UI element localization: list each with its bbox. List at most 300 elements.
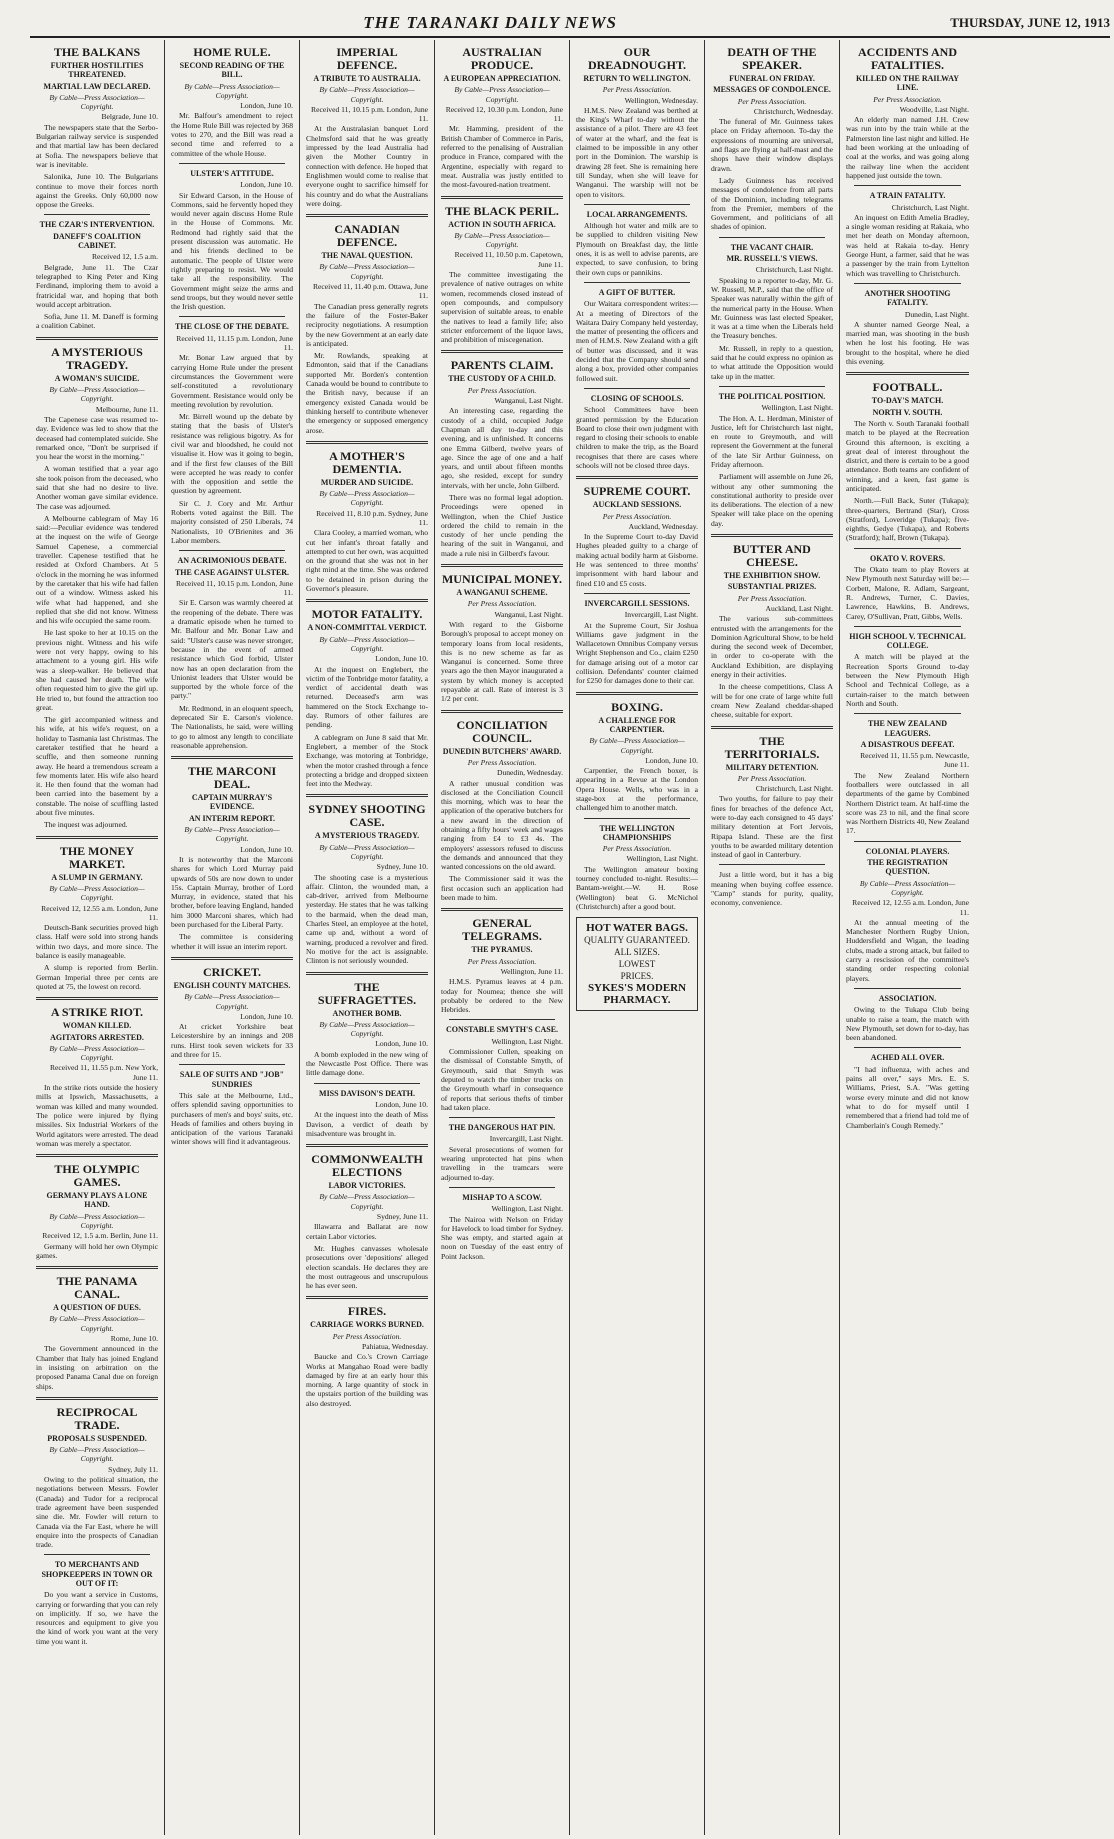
article	[846, 626, 969, 708]
article-paragraph: Our Waitara correspondent writes:—At a meeting of Directors of the Waitara Dairy Company held yesterday, the matter of presenting the officers and men of H.M.S. New Zealand with a gift of butter was discussed, and it was decided that the Company should send along a box, provided other companies followed suit.	[576, 299, 698, 383]
article-headline: A STRIKE RIOT.	[50, 1005, 144, 1020]
article-dateline: Auckland, Last Night.	[765, 603, 833, 613]
article	[36, 1154, 158, 1260]
rule-divider	[854, 283, 961, 284]
article	[36, 1397, 158, 1550]
article-dateline: Wanganui, Last Night.	[494, 396, 563, 406]
article-paragraph: A match will be played at the Recreation Sports Ground to-day between the New Plymouth High School and Technical College, as a curtain-raiser to the match between North and South.	[846, 652, 969, 708]
article-paragraph: The funeral of Mr. Guinness takes place on Friday afternoon. To-day the expressions of mourning are universal, and flags are flying at half-mast and the shops have their window displays drawn.	[711, 117, 833, 173]
article	[846, 283, 969, 366]
article-headline: SUPREME COURT.	[583, 484, 691, 499]
article-subhead: CLOSING OF SCHOOLS.	[590, 393, 684, 403]
article-credit: By Cable—Press Association—Copyright.	[319, 489, 415, 508]
article-paragraph: This sale at the Melbourne, Ltd., offers splendid saving opportunities to purchasers of men's and boys' suits, etc. Heads of families and others buying in anticipation of the various Taranaki winter shows will find it advantageous.	[171, 1090, 293, 1147]
article-paragraph: Just a little word, but it has a big meaning when buying coffee essence. "Camp" stands for purity, quality, economy, convenience.	[711, 870, 833, 908]
article-headline: HOME RULE.	[193, 45, 271, 59]
article-paragraph: The various sub-committees entrusted with the arrangements for the Dominion Agricultural Show, to be held during the second week of December, in order to co-operate with the Auckland Exhibition, are displaying energy in their activities.	[711, 614, 833, 680]
article-paragraph: Mr. Hamming, president of the British Chamber of Commerce in Paris, referred to the penalising of Australian produce in France, compared with the Argentine, especially with regard to meat. Australia was justly entitled to the most-favoured-nation treatment.	[441, 124, 563, 190]
article	[36, 1554, 158, 1646]
article-headline: MUNICIPAL MONEY.	[441, 572, 562, 587]
masthead-date: THURSDAY, JUNE 12, 1913	[950, 15, 1110, 30]
rule-divider	[449, 1187, 555, 1188]
article-dateline: Christchurch, Wednesday.	[753, 106, 833, 116]
article-credit: Per Press Association.	[467, 385, 537, 395]
article-paragraph: School Committees have been granted permission by the Education Board to close their own judgment with regard to closing their schools to enable children to make the trip, as the Board recognises that there are cases where schools will not be closed three days.	[576, 405, 698, 470]
article-dateline: Melbourne, June 11.	[95, 404, 158, 414]
article-credit: By Cable—Press Association—Copyright.	[184, 81, 280, 100]
article-headline: RECIPROCAL TRADE.	[56, 1404, 138, 1432]
masthead	[30, 10, 1110, 38]
article-credit: By Cable—Press Association—Copyright.	[319, 262, 415, 281]
article-subhead: A MYSTERIOUS TRAGEDY.	[314, 831, 420, 841]
rule-divider	[854, 1047, 961, 1048]
article-credit: Per Press Association.	[467, 956, 537, 966]
article-paragraph: At the inquest into the death of Miss Davison, a verdict of death by misadventure was brought in.	[306, 1110, 428, 1138]
article-paragraph: In the strike riots outside the hosiery mills at Ipswich, Massachusetts, a woman was killed and many wounded. The police were injured by flying missiles. Six Industrial Workers of the World agitators were arrested. The dead woman was merely a spectator.	[36, 1083, 158, 1148]
article-subhead: A EUROPEAN APPRECIATION.	[443, 74, 561, 83]
article-paragraph: A woman testified that a year ago she took poison from the deceased, who said that she had no desire to live. Another woman gave similar evidence. The case was adjourned.	[36, 464, 158, 511]
article	[846, 46, 969, 180]
rule-divider	[179, 1064, 285, 1065]
article-credit: By Cable—Press Association—Copyright.	[49, 385, 145, 404]
article	[441, 1187, 563, 1261]
article-paragraph: The North v. South Taranaki football match to be played at the Recreation Ground this afternoon, is exciting a great deal of interest throughout the district, and there is certain to be a good attendance. Both teams are confident of winning, and a keen, fast game is anticipated.	[846, 418, 969, 493]
section-divider	[171, 957, 293, 960]
article-paragraph: Speaking to a reporter to-day, Mr. G. W. Russell, M.P., said that the office of Speaker was naturally within the gift of the numerical party in the House. When Mr. Guinness was last elected Speaker, it was at a time when the Liberals held the Treasury benches.	[711, 275, 833, 341]
article-paragraph: Deutsch-Bank securities proved high class. Half were sold into strong hands within two days, and more since. The balance is easily manageable.	[36, 923, 158, 961]
article-subhead: ENGLISH COUNTY MATCHES.	[173, 980, 291, 990]
article-headline: IMPERIAL DEFENCE.	[336, 45, 398, 72]
article-dateline: Woodville, Last Night.	[899, 104, 969, 114]
article-headline: THE OLYMPIC GAMES.	[54, 1162, 140, 1190]
article-subhead: A TRAIN FATALITY.	[869, 191, 946, 201]
article-paragraph: A bomb exploded in the new wing of the Newcastle Post Office. There was little damage done.	[306, 1049, 428, 1078]
article-credit: By Cable—Press Association—Copyright.	[49, 92, 145, 112]
article-headline: CRICKET.	[202, 964, 262, 979]
article-subhead: GERMANY PLAYS A LONE HAND.	[46, 1191, 148, 1210]
article-paragraph: Mr. Russell, in reply to a question, said that he could express no opinion as to what attitude the Opposition would take up in the matter.	[711, 343, 833, 381]
article-paragraph: Baucke and Co.'s Crown Carriage Works at Mangahao Road were badly damaged by fire at an early hour this morning. A large quantity of stock in the upstairs portion of the building was also destroyed.	[306, 1352, 428, 1408]
ad-line: PRICES.	[620, 971, 654, 982]
section-divider	[36, 337, 158, 340]
article-credit: By Cable—Press Association—Copyright.	[319, 634, 415, 653]
article-subhead: THE WELLINGTON CHAMPIONSHIPS	[599, 823, 675, 842]
article-subhead: FUNERAL ON FRIDAY.	[729, 74, 815, 83]
rule-divider	[854, 185, 961, 186]
article-paragraph: An inquest on Edith Amelia Bradley, a single woman residing at Rakaia, who met her death on Monday afternoon, was held at Rakaia to-day. Henry George Hunt, a farmer, said that he was a passenger by the train from Lyttelton which was travelling to Christchurch.	[846, 212, 969, 278]
article-paragraph: The Hon. A. L. Herdman, Minister of Justice, left for Christchurch last night, en route to Greymouth, and will represent the Government at the funeral of the late Sir Arthur Guinness, on Friday afternoon.	[711, 413, 833, 469]
article-subhead: A SLUMP IN GERMANY.	[51, 872, 143, 882]
rule-divider	[854, 841, 961, 842]
article-paragraph: Salonika, June 10. The Bulgarians continue to move their forces north against the Greeks. Only 60,000 now oppose the Greeks.	[36, 172, 158, 210]
section-divider	[441, 908, 563, 911]
article	[846, 713, 969, 836]
article-paragraph: A Melbourne cablegram of May 16 said:—Peculiar evidence was tendered at the inquest on the wife of George Samuel Capenese, a commercial traveller. Capenese testified that he resided at Oxford Chambers. At 5 o'clock in the morning he was informed by the caretaker that his wife had fallen out of a window. Witness asked his wife what had happened, and she replied that she did not know. Witness and his wife occupied the same room.	[36, 513, 158, 626]
article-subhead: THE CASE AGAINST ULSTER.	[174, 567, 290, 577]
article-paragraph: The girl accompanied witness and his wife, at his wife's request, on a holiday to Tasmania last Christmas. The caretaker testified that he heard a scuffle, and then someone running away. He heard a tremendous scream a few moments later. His wife also heard it. He then found that the woman had been carried into the basement by a constable. The noise of scuffling lasted about five minutes.	[36, 715, 158, 818]
article-credit: By Cable—Press Association—Copyright.	[184, 825, 280, 844]
article	[171, 1064, 293, 1146]
rule-divider	[179, 316, 285, 317]
article	[306, 1083, 428, 1138]
article-paragraph: An elderly man named J.H. Crew was run into by the train while at the Palmerston line last night and killed. He had been working at the unloading of coal at the works, and was going along the railway line when the accident happened just outside the town.	[846, 115, 969, 180]
article-subhead: SECOND READING OF THE BILL.	[179, 61, 285, 80]
article-dateline: Pahiatua, Wednesday.	[361, 1341, 428, 1351]
rule-divider	[584, 282, 690, 283]
article-subhead: COLONIAL PLAYERS.	[865, 846, 950, 856]
article	[846, 1047, 969, 1129]
article-subhead: THE CUSTODY OF A CHILD.	[448, 374, 556, 384]
article-paragraph: "I had influenza, with aches and pains all over," says Mrs. E. S. Williams, Priest, S.A. "Was getting worse every minute and did not know what to do for myself until I remembered that a friend had told me of Chamberlain's Cough Remedy."	[846, 1064, 969, 1130]
article-dateline: Received 11, 11.40 p.m. Ottawa, June 11.	[312, 282, 428, 301]
article-credit: Per Press Association.	[332, 1331, 402, 1341]
article-subhead: HIGH SCHOOL V. TECHNICAL COLLEGE.	[849, 631, 966, 651]
article-credit: Per Press Association.	[467, 599, 537, 609]
article-subhead: A WOMAN'S SUICIDE.	[54, 373, 140, 383]
article-paragraph: The inquest was adjourned.	[44, 820, 128, 830]
article-dateline: Received 12, 10.30 p.m. London, June 11.	[445, 104, 563, 124]
article-subhead: ANOTHER SHOOTING FATALITY.	[864, 288, 951, 308]
article-subhead: NORTH V. SOUTH.	[872, 407, 943, 417]
article-paragraph: Sir E. Carson was warmly cheered at the reopening of the debate. There was a dramatic episode when he turned to Mr. Balfour and Mr. Bonar Law and said: "Ulster's cause was never stronger, because in the event of armed resistance which God forbid, Ulster now has an open declaration from the Unionist leaders that Ulster would be supported by the whole force of the party."	[171, 598, 293, 701]
article-paragraph: The committee is considering whether it will issue an interim report.	[171, 932, 293, 951]
article	[576, 282, 698, 383]
article-dateline: Rome, June 10.	[110, 1334, 158, 1344]
article	[576, 593, 698, 686]
article-paragraph: Although hot water and milk are to be supplied to children visiting New Plymouth on Breakfast day, the little ones, it is as well to advise parents, are expected, to save confusion, to bring their own cups or pannikins.	[576, 221, 698, 277]
rule-divider	[584, 593, 690, 594]
article-dateline: Belgrade, June 10.	[101, 112, 158, 122]
article-paragraph: The Nairoa with Nelson on Friday for Havelock to load timber for Sydney. She was empty, and started again at noon on Tuesday of the east entry of Point Jackson.	[441, 1214, 563, 1261]
article-dateline: Received 11, 11.15 p.m. London, June 11.	[176, 333, 293, 353]
article-subhead: OKATO V. ROVERS.	[870, 553, 945, 563]
article	[36, 337, 158, 830]
article-paragraph: Several prosecutions of women for wearing unprotected hat pins when travelling in the tramcars were adjourned to-day.	[441, 1144, 563, 1182]
article-headline: A MYSTERIOUS TRAGEDY.	[51, 344, 143, 372]
article-paragraph: A rather unusual condition was disclosed at the Conciliation Council this morning, which was to hear the application of the operative butchers for a new award in the direction of obtaining a fifty hours' week and wages ranging from £4 to £3 4s. The employers' assessors refused to discuss the demands and announced that they wanted concessions on the old award.	[441, 778, 563, 872]
article-credit: Per Press Association.	[602, 85, 672, 95]
article	[711, 237, 833, 381]
article-paragraph: North.—Full Back, Suter (Tukapa); three-quarters, Bertrand (Star), Cross (Stratford), Loveridge (Tukapa); five-eighths, Gedye (Tukapa), and Roberts (Stratford); half, Brown (Tukapa).	[846, 496, 969, 543]
article-paragraph: Carpentier, the French boxer, is appearing in a Revue at the London Opera House. Wells, who was in a stage-box at the performance, challenged him to another match.	[576, 766, 698, 813]
article-paragraph: Owing to the Tukapa Club being unable to raise a team, the match with New Plymouth, set down for to-day, has been abandoned.	[846, 1005, 969, 1043]
section-divider	[36, 997, 158, 1000]
article-dateline: Christchurch, Last Night.	[755, 265, 833, 275]
article-subhead: WOMAN KILLED.	[62, 1021, 132, 1031]
rule-divider	[179, 163, 285, 164]
article	[36, 46, 158, 209]
rule-divider	[314, 1083, 420, 1084]
article-subhead: THE PYRAMUS.	[471, 945, 533, 955]
article-paragraph: A shunter named George Neal, a married man, was shooting in the bush when he lost his footing. He was brought to the hospital, where he died this evening.	[846, 319, 969, 367]
article-subhead: CONSTABLE SMYTH'S CASE.	[445, 1025, 559, 1035]
column-2	[165, 40, 300, 1835]
article-subhead: THE DANGEROUS HAT PIN.	[448, 1123, 556, 1133]
article	[171, 550, 293, 750]
article	[306, 1144, 428, 1290]
article-paragraph: Do you want a service in Customs, carrying or forwarding that you can rely on implicitly. If so, we have the resources and equipment to give you the kind of work you want at the very time you want it.	[36, 1590, 158, 1646]
article-dateline: Auckland, Wednesday.	[628, 521, 698, 531]
article-paragraph: Parliament will assemble on June 26, without any other summoning the constitutional authority to preside over its deliberations. The election of a new Speaker will take place on the opening day.	[711, 472, 833, 528]
article-paragraph: The Government announced in the Chamber that Italy has joined England in insisting on arbitration on the proposed Panama Canal due on foreign ships.	[36, 1344, 158, 1391]
article-credit: By Cable—Press Association—Copyright.	[49, 883, 145, 903]
rule-divider	[44, 1554, 150, 1555]
article-credit: Per Press Association.	[602, 844, 672, 854]
article-headline: SYDNEY SHOOTING CASE.	[308, 802, 426, 830]
column-7	[840, 40, 975, 1835]
article-paragraph: Two youths, for failure to pay their fines for breaches of the defence Act, were to-day each consigned to 45 days' military detention at Fort Jervois, Ripapa Island. These are the first youths to be awarded military detention instead of gaol in Canterbury.	[711, 794, 833, 860]
article-subhead: SUBSTANTIAL PRIZES.	[727, 582, 817, 592]
article-dateline: Dunedin, Wednesday.	[496, 768, 563, 778]
article-headline: ACCIDENTS AND FATALITIES.	[857, 45, 958, 72]
article-subhead: THE POLITICAL POSITION.	[718, 391, 826, 401]
article-paragraph: At cricket Yorkshire beat Leicestershire by an innings and 208 runs. Hirst took seven wickets for 33 and three for 15.	[171, 1022, 293, 1060]
article	[441, 1019, 563, 1112]
article-credit: Per Press Association.	[602, 511, 672, 521]
rule-divider	[179, 550, 285, 551]
article-credit: By Cable—Press Association—Copyright.	[49, 1211, 145, 1230]
article-paragraph: An interesting case, regarding the custody of a child, occupied Judge Chapman all day to-day and this evening, and is unfinished. It concerns one Emma Gilberd, twelve years of age. Since the age of one and a half years, and until about fifteen months ago, she resided, except for sundry intervals, with her uncle, John Gilberd.	[441, 406, 563, 490]
article-headline: BUTTER AND CHEESE.	[733, 542, 811, 570]
article-paragraph: A cablegram on June 8 said that Mr. Englebert, a member of the Stock Exchange, was motoring at Tonbridge, when the motor crashed through a fence protecting a bridge and dropped sixteen feet into the Medway.	[306, 732, 428, 789]
article-subhead: MARTIAL LAW DECLARED.	[43, 81, 151, 91]
article-subhead: ULSTER'S ATTITUDE.	[190, 168, 274, 178]
article-dateline: Received 11, 11.55 p.m. New York, June 11.	[49, 1063, 158, 1082]
article-credit: By Cable—Press Association—Copyright.	[454, 230, 550, 250]
article-paragraph: Illawarra and Ballarat are now certain Labor victories.	[306, 1222, 428, 1241]
article-paragraph: Clara Cooley, a married woman, who cut her infant's throat fatally and attempted to cut her own, was acquitted on the ground that she was not in her right mind at the time. She was ordered to be detained in prison during the Governor's pleasure.	[306, 528, 428, 594]
article-subhead: A CHALLENGE FOR CARPENTIER.	[598, 715, 676, 734]
article	[306, 441, 428, 594]
section-divider	[36, 1397, 158, 1400]
article-dateline: London, June 10.	[240, 844, 293, 854]
article-paragraph: Germany will hold her own Olympic games.	[36, 1241, 158, 1260]
rule-divider	[449, 1019, 555, 1020]
article-subhead: THE EXHIBITION SHOW.	[723, 571, 821, 581]
article-dateline: Wanganui, Last Night.	[494, 609, 563, 619]
article-dateline: Received 12, 12.55 a.m. London, June 11.	[852, 898, 969, 917]
article-dateline: London, June 10.	[240, 180, 293, 190]
article-headline: DEATH OF THE SPEAKER.	[727, 45, 817, 72]
ad-line: HOT WATER BAGS.	[586, 922, 688, 935]
article-headline: BOXING.	[611, 699, 663, 714]
section-divider	[306, 441, 428, 444]
article-subhead: A TRIBUTE TO AUSTRALIA.	[313, 74, 421, 83]
article-paragraph: He last spoke to her at 10.15 on the previous night. Witness and his wife were not very happy, owing to his attachment to a young girl. His wife was a sleep-walker. He believed that she had caused her death. The wife often requested him to give the girl up. He tried to, but found the attraction too great.	[36, 628, 158, 712]
article-credit: By Cable—Press Association—Copyright.	[49, 1445, 145, 1464]
article-subhead: A NON-COMMITTAL VERDICT.	[307, 623, 427, 633]
ad-line: SYKES'S MODERN PHARMACY.	[587, 982, 687, 1007]
article-headline: THE SUFFRAGETTES.	[317, 979, 417, 1007]
article-subhead: INVERCARGILL SESSIONS.	[584, 598, 690, 608]
article-credit: By Cable—Press Association—Copyright.	[319, 85, 415, 104]
section-divider	[306, 972, 428, 975]
article-subhead: THE NAVAL QUESTION.	[321, 251, 413, 261]
article-headline: CANADIAN DEFENCE.	[334, 222, 400, 250]
article-credit: By Cable—Press Association—Copyright.	[184, 992, 280, 1011]
article-headline: PARENTS CLAIM.	[450, 358, 554, 373]
article-subhead: PROPOSALS SUSPENDED.	[47, 1433, 147, 1443]
article-headline: A MOTHER'S DEMENTIA.	[329, 448, 405, 476]
article-subhead: THE NEW ZEALAND LEAGUERS.	[868, 719, 947, 738]
article-paragraph: The shooting case is a mysterious affair. Clinton, the wounded man, a cab-driver, arrived from Melbourne yesterday. He states that he was talking to the barmaid, when the dead man, Charles Steel, an employee at the hotel, came up and, without a word of warning, produced a revolver and fired. No motive for the act is assignable. Clinton is not seriously wounded.	[306, 872, 428, 966]
article	[171, 316, 293, 545]
article-paragraph: Mr. Redmond, in an eloquent speech, deprecated Sir E. Carson's violence. The Nationalists, he said, were willing to go to almost any length to conciliate reasonable apprehension.	[171, 703, 293, 750]
article-credit: By Cable—Press Association—Copyright.	[319, 1192, 415, 1211]
column-6	[705, 40, 840, 1835]
article-paragraph: There was no formal legal adoption. Proceedings were opened in Wellington, when the Chief Justice ordered the child to remain in the custody of her uncle pending the hearing of the suit in Wanganui, and made a rule nisi in Gilberd's favour.	[441, 492, 563, 558]
article-subhead: CARRIAGE WORKS BURNED.	[310, 1320, 424, 1330]
article-paragraph: The committee investigating the prevalence of native outrages on white women, recommends closed instead of open compounds, and compulsory supervision of suitable areas, to enable the natives to lead a family life; also stricter enforcement of the liquor laws, and prohibition of miscegenation.	[441, 270, 563, 345]
article-dateline: Received 12, 12.55 a.m. London, June 11.	[41, 903, 158, 922]
article-subhead: TO MERCHANTS AND SHOPKEEPERS IN TOWN OR OUT OF IT:	[41, 1560, 153, 1588]
article-subhead: AUCKLAND SESSIONS.	[592, 500, 682, 510]
rule-divider	[449, 1117, 555, 1118]
section-divider	[36, 1154, 158, 1157]
section-divider	[306, 794, 428, 797]
section-divider	[441, 350, 563, 353]
article-subhead: MISHAP TO A SCOW.	[462, 1192, 542, 1202]
article-headline: OUR DREADNOUGHT.	[587, 45, 687, 72]
article-paragraph: Lady Guinness has received messages of condolence from all parts of the Dominion, including telegrams from the Premier, members of the Government, and politicians of all shades of opinion.	[711, 175, 833, 232]
article-headline: THE BALKANS	[53, 45, 141, 59]
article-paragraph: The Okato team to play Rovers at New Plymouth next Saturday will be:—Corbett, Malone, R. Adlam, Sargeant, R. Andrews, Turner, C. Davies, Lawrence, Hawkins, B. Andrews, Carey, O'Sullivan, Pratt, Gibbs, Wells.	[846, 565, 969, 621]
section-divider	[711, 534, 833, 537]
article-subhead: A WANGANUI SCHEME.	[456, 588, 548, 598]
article-subhead: THE CLOSE OF THE DEBATE.	[175, 322, 289, 332]
article-dateline: Wellington, Wednesday.	[624, 95, 698, 105]
rule-divider	[854, 626, 961, 627]
section-divider	[306, 599, 428, 602]
column-3	[300, 40, 435, 1835]
article	[36, 214, 158, 330]
article	[846, 988, 969, 1042]
article-paragraph: The newspapers state that the Serbo-Bulgarian railway service is suspended and that martial law has been declared at Sofia. The newspapers believe that war is inevitable.	[36, 122, 158, 169]
section-divider	[576, 476, 698, 479]
article-subhead: TO-DAY'S MATCH.	[871, 396, 944, 406]
article-paragraph: The Commissioner said it was the first occasion such an application had been made to him.	[441, 874, 563, 903]
article-subhead: MESSAGES OF CONDOLENCE.	[713, 85, 831, 95]
article-paragraph: The New Zealand Northern footballers were outclassed in all departments of the game by Combined Northern District team. At half-time the score was 23 to nil, and the final score was Northern Districts 40, New Zealand 17.	[846, 770, 969, 836]
article	[576, 46, 698, 199]
article-subhead: SALE OF SUITS AND "JOB" SUNDRIES	[179, 1070, 285, 1089]
article-dateline: Christchurch, Last Night.	[891, 202, 969, 212]
article-dateline: London, June 10.	[375, 654, 428, 664]
article	[576, 476, 698, 588]
article	[441, 1117, 563, 1182]
article	[711, 534, 833, 719]
article	[441, 46, 563, 190]
article-dateline: Wellington, Last Night.	[491, 1036, 563, 1046]
article	[306, 46, 428, 208]
rule-divider	[584, 818, 690, 819]
article	[576, 692, 698, 813]
article-credit: Per Press Association.	[873, 94, 942, 104]
section-divider	[36, 836, 158, 839]
article	[36, 997, 158, 1148]
article-paragraph: The Wellington amateur boxing tourney concluded to-night. Results:—Bantam-weight.—W. H. Rose (Wellington) beat G. McNichol (Christchurch) after a good bout.	[576, 864, 698, 911]
article-paragraph: Sir C. J. Cory and Mr. Arthur Roberts voted against the Bill. The majority consisted of 250 Liberals, 74 Nationalists, 10 O'Brienites and 36 Labor members.	[171, 498, 293, 545]
article	[171, 163, 293, 311]
article-paragraph: Mr. Birrell wound up the debate by stating that the basis of Ulster's resistance was religious bigotry. As for civil war and bloodshed, he could not visualise it. How was it going to begin, and if the first few clauses of the Bill were accepted he was ready to confer with the opposition and settle the question by agreement.	[171, 412, 293, 496]
article-subhead: MR. RUSSELL'S VIEWS.	[726, 254, 818, 264]
article-subhead: KILLED ON THE RAILWAY LINE.	[855, 74, 960, 93]
article-headline: COMMONWEALTH ELECTIONS	[311, 1152, 423, 1180]
article-credit: Per Press Association.	[467, 757, 537, 767]
article-headline: GENERAL TELEGRAMS.	[462, 916, 542, 944]
ad-line: LOWEST	[618, 959, 656, 970]
article	[171, 46, 293, 158]
article	[846, 372, 969, 542]
article-credit: By Cable—Press Association—Copyright.	[859, 878, 956, 897]
article-subhead: MILITARY DETENTION.	[725, 762, 819, 772]
masthead-title: THE TARANAKI DAILY NEWS	[363, 13, 617, 32]
section-divider	[441, 564, 563, 567]
article-dateline: Received 11, 10.50 p.m. Capetown, June 11.	[454, 250, 563, 269]
article-dateline: London, June 10.	[375, 1099, 428, 1109]
section-divider	[576, 692, 698, 695]
article-dateline: Dunedin, Last Night.	[904, 309, 969, 319]
article	[711, 864, 833, 907]
article-paragraph: Mr. Hughes canvasses wholesale prosecutions over 'depositions' alleged election scandals. He declares they are the most outrageous and unscrupulous he has ever seen.	[306, 1243, 428, 1291]
article-credit: Per Press Association.	[737, 593, 807, 603]
article	[36, 1266, 158, 1391]
rule-divider	[854, 713, 961, 714]
article-dateline: London, June 10.	[240, 1011, 293, 1021]
columns	[30, 40, 1110, 1835]
article-subhead: MISS DAVISON'S DEATH.	[319, 1088, 415, 1098]
article-subhead: ASSOCIATION.	[878, 993, 937, 1003]
article-dateline: Sydney, June 11.	[376, 1212, 428, 1222]
article	[441, 350, 563, 558]
article-dateline: Wellington, June 11.	[500, 966, 563, 976]
article	[711, 46, 833, 232]
article-credit: By Cable—Press Association—Copyright.	[49, 1314, 145, 1333]
article-headline: CONCILIATION COUNCIL.	[456, 717, 548, 745]
article-credit: By Cable—Press Association—Copyright.	[454, 85, 550, 104]
article	[306, 599, 428, 788]
article-dateline: Received 11, 10.15 p.m. London, June 11.	[311, 104, 428, 124]
article-subhead: A QUESTION OF DUES.	[53, 1303, 141, 1313]
article-credit: Per Press Association.	[737, 96, 807, 106]
column-5	[570, 40, 705, 1835]
advertisement-box	[576, 917, 698, 1011]
article-paragraph: In the Supreme Court to-day David Hughes pleaded guilty to a charge of making actual bodily harm at Gisborne. He was sentenced to three months' imprisonment with hard labour and fined £10 and £5 costs.	[576, 532, 698, 588]
article-headline: FOOTBALL.	[872, 380, 943, 395]
article-subhead: THE VACANT CHAIR.	[730, 242, 814, 252]
rule-divider	[584, 388, 690, 389]
article	[711, 386, 833, 528]
article-paragraph: It is noteworthy that the Marconi shares for which Lord Murray paid upwards of 50s are now down to under 15s. Captain Murray, brother of Lord Murray, in evidence, stated that his brother, before leaving England, handed him 3000 Marconi shares, which had been purchased for the Liberal Party.	[171, 854, 293, 930]
article-paragraph: At the inquest on Englebert, the victim of the Tonbridge motor fatality, a verdict of accidental death was returned. Deceased's arm was hammered on the Stock Exchange to-day. Rumors of other failures are pending.	[306, 664, 428, 730]
article	[846, 841, 969, 983]
article-dateline: Received 11, 10.15 p.m. London, June 11.	[176, 578, 293, 598]
rule-divider	[854, 988, 961, 989]
article-paragraph: Mr. Balfour's amendment to reject the Home Rule Bill was rejected by 368 votes to 270, and the Bill was read a second time and referred to a committee of the whole House.	[171, 111, 293, 158]
article-dateline: London, June 10.	[645, 755, 698, 765]
article-subhead: AGITATORS ARRESTED.	[50, 1032, 144, 1042]
article-subhead: ACHED ALL OVER.	[870, 1053, 945, 1063]
article-credit: By Cable—Press Association—Copyright.	[49, 1043, 145, 1063]
article-subhead: LOCAL ARRANGEMENTS.	[586, 209, 688, 219]
article	[306, 972, 428, 1078]
article-subhead: AN INTERIM REPORT.	[188, 813, 276, 823]
section-divider	[306, 214, 428, 217]
article-dateline: Invercargill, Last Night.	[624, 610, 698, 620]
article-dateline: Invercargill, Last Night.	[489, 1134, 563, 1144]
article-subhead: AN ACRIMONIOUS DEBATE.	[177, 556, 287, 566]
article-dateline: Received 12, 1.5 a.m.	[91, 252, 158, 262]
